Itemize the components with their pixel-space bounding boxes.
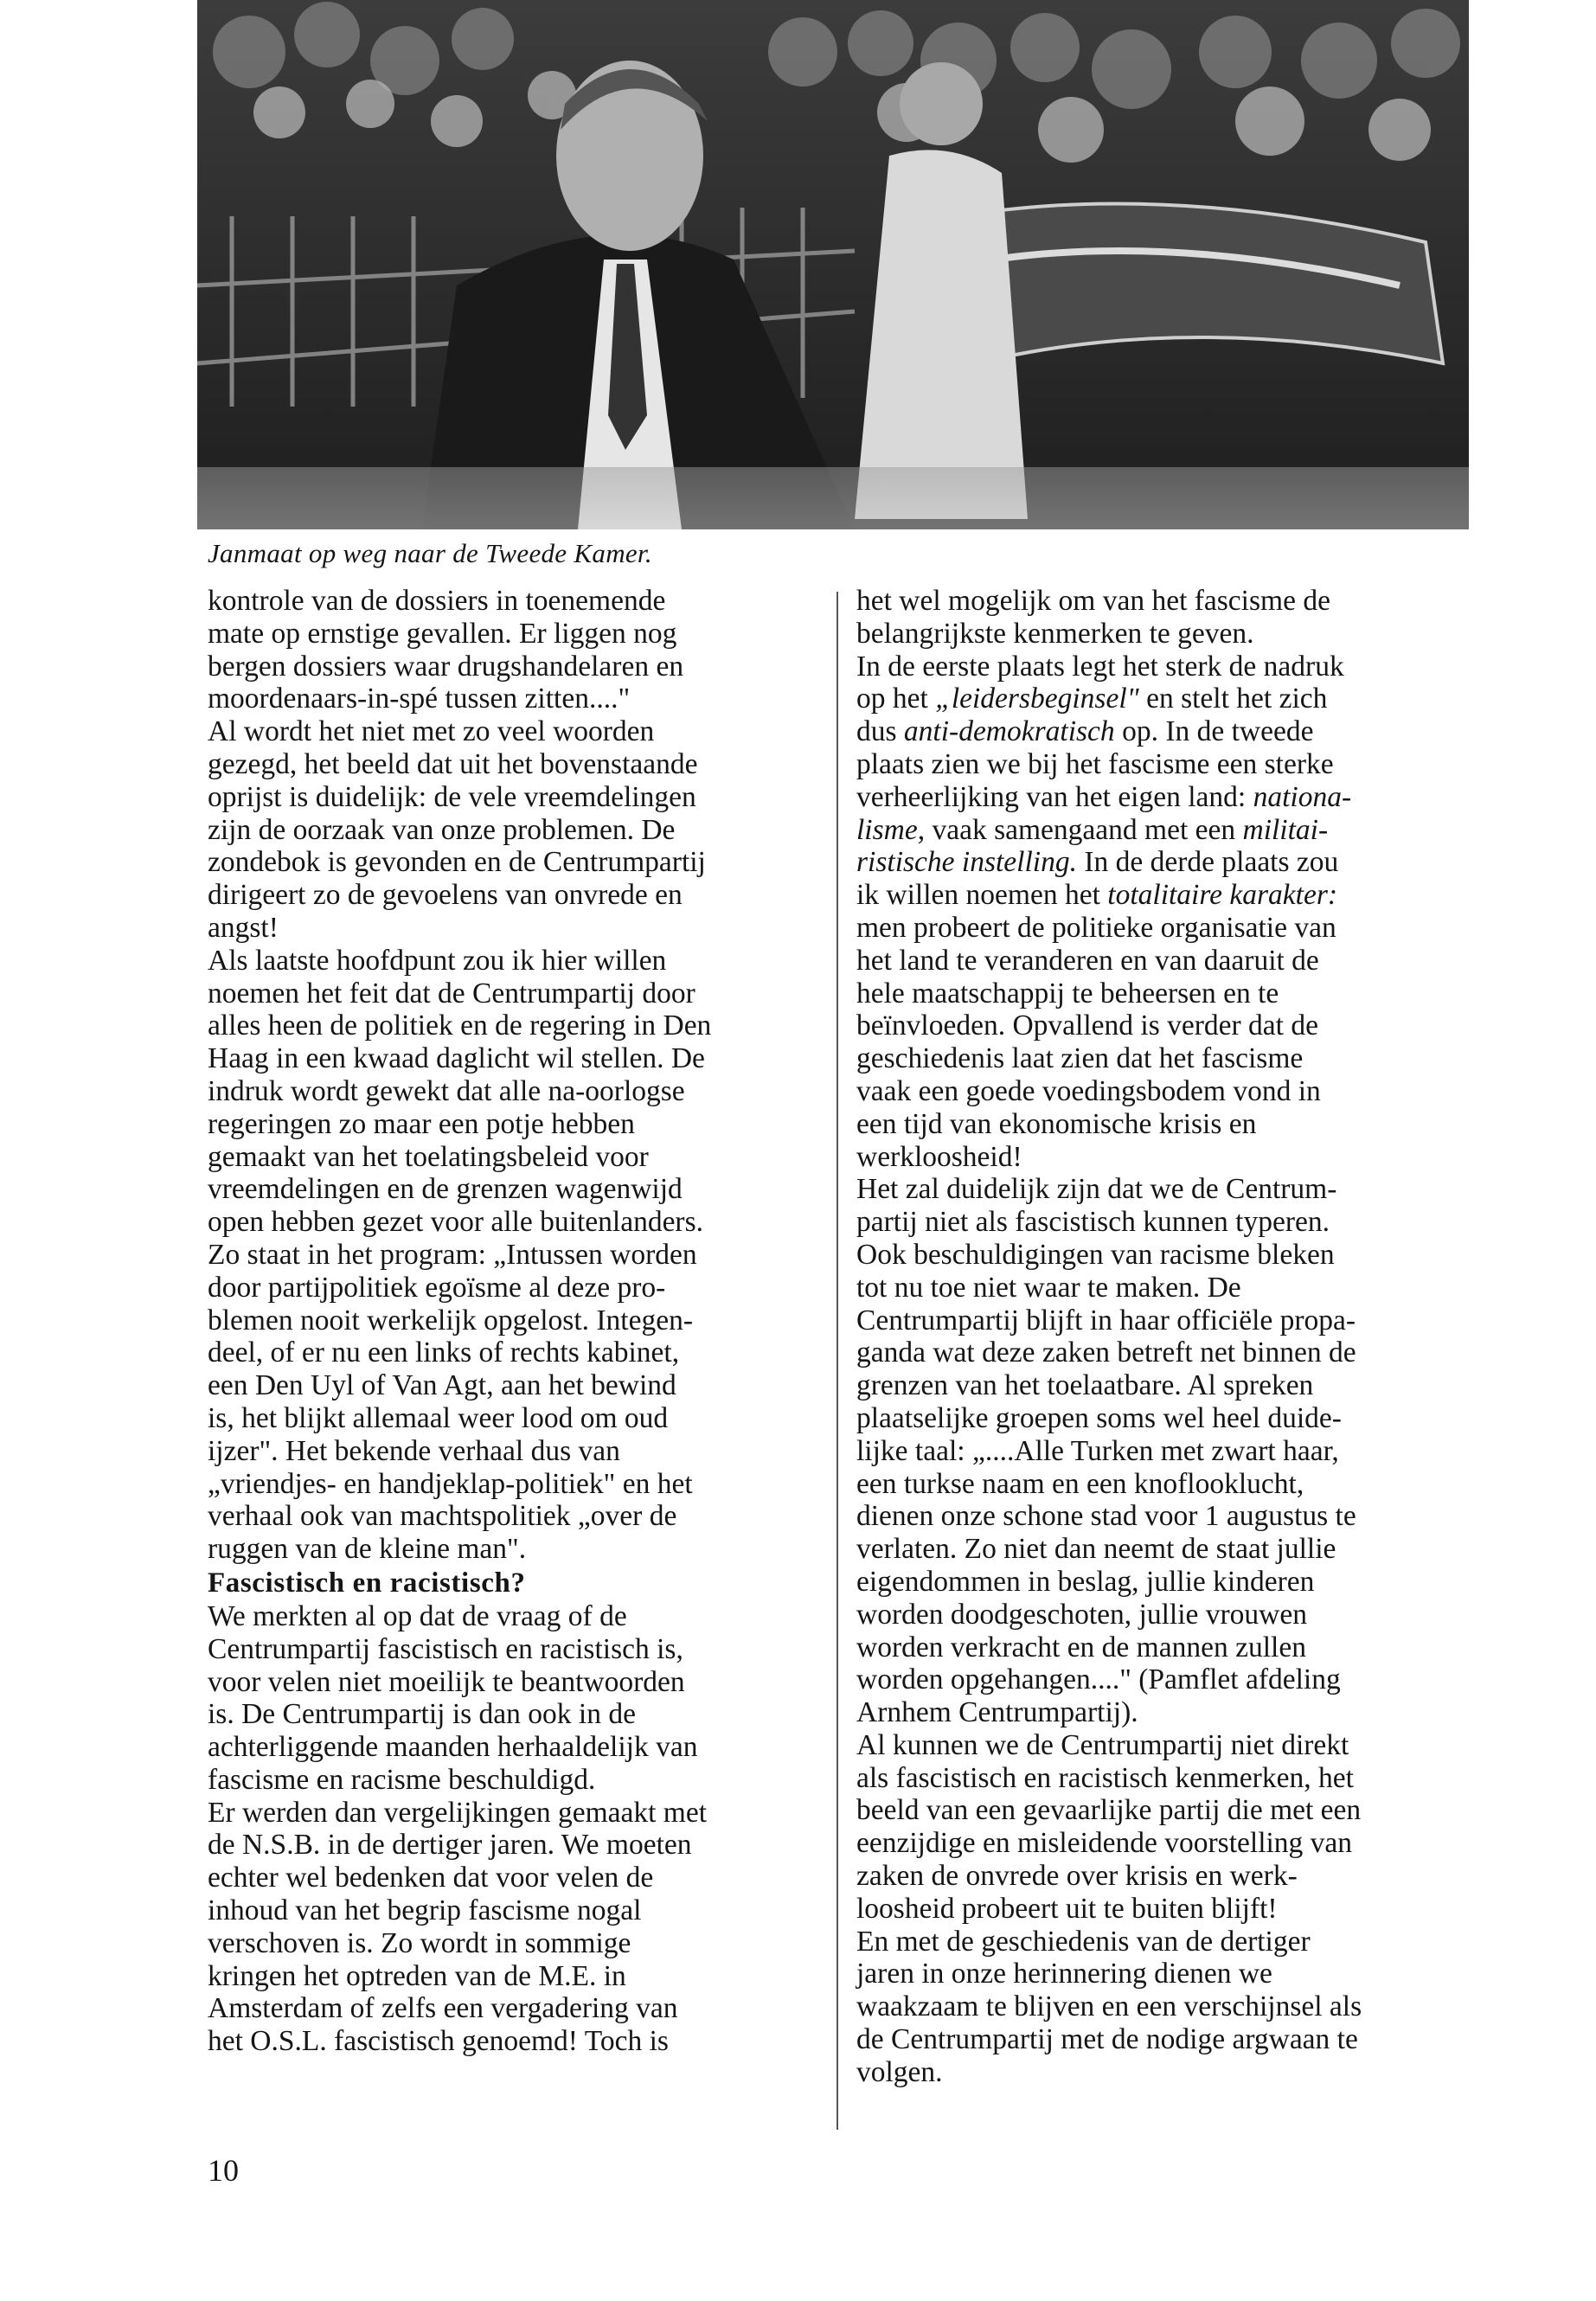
text-line: ganda wat deze zaken betreft net binnen de	[856, 1336, 1356, 1369]
text-line: zijn de oorzaak van onze problemen. De	[208, 813, 676, 846]
text-line: gezegd, het beeld dat uit het bovenstaande	[208, 747, 698, 780]
text-line: Arnhem Centrumpartij).	[856, 1696, 1138, 1729]
text-line: men probeert de politieke organisatie van	[856, 911, 1336, 944]
text-line: is, het blijkt allemaal weer lood om oud	[208, 1401, 669, 1434]
text-line: bergen dossiers waar drugshandelaren en	[208, 650, 684, 683]
text-line: fascisme en racisme beschuldigd.	[208, 1763, 596, 1796]
text-line: Centrumpartij fascistisch en racistisch is,	[208, 1632, 683, 1665]
text-line: ruggen van de kleine man".	[208, 1533, 527, 1566]
text-line: een turkse naam en een knoflooklucht,	[856, 1467, 1304, 1500]
page-number: 10	[208, 2153, 239, 2188]
text-line: grenzen van het toelaatbare. Al spreken	[856, 1369, 1314, 1402]
photo-illustration	[197, 0, 1469, 529]
text-line: het land te veranderen en van daaruit de	[856, 944, 1319, 977]
text-line: een tijd van ekonomische krisis en	[856, 1107, 1257, 1140]
text-line: werkloosheid!	[856, 1140, 1022, 1173]
text-line: het wel mogelijk om van het fascisme de	[856, 585, 1330, 617]
text-line	[856, 814, 1497, 847]
left-paragraph-block	[208, 585, 813, 1566]
text-line: kontrole van de dossiers in toenemende	[208, 585, 666, 617]
text-line: plaatselijke groepen soms wel heel duide-	[856, 1401, 1342, 1434]
text-line: geschiedenis laat zien dat het fascisme	[856, 1042, 1304, 1075]
text-line: Al kunnen we de Centrumpartij niet direkt	[856, 1728, 1349, 1761]
photo-janmaat-crowd	[197, 0, 1469, 529]
text-line: dirigeert zo de gevoelens van onvrede en	[208, 879, 683, 912]
text-line: de N.S.B. in de dertiger jaren. We moeten	[208, 1829, 692, 1862]
left-paragraph-block-2	[208, 1600, 813, 2058]
text-line: Er werden dan vergelijkingen gemaakt met	[208, 1796, 708, 1829]
text-line: eenzijdige en misleidende voorstelling van	[856, 1827, 1353, 1860]
text-line: worden doodgeschoten, jullie vrouwen	[856, 1598, 1307, 1631]
right-paragraph-block	[856, 585, 1497, 2089]
emphasis-term: totalitaire karakter:	[1107, 879, 1338, 912]
text-line: als fascistisch en racistisch kenmerken, het	[856, 1761, 1354, 1794]
text-line: Het zal duidelijk zijn dat we de Centrum-	[856, 1173, 1337, 1206]
text-line: Ook beschuldigingen van racisme bleken	[856, 1238, 1335, 1271]
text-line: loosheid probeert uit te buiten blijft!	[856, 1892, 1278, 1925]
text-line: inhoud van het begrip fascisme nogal	[208, 1894, 642, 1927]
text-line: ijzer". Het bekende verhaal dus van	[208, 1434, 620, 1467]
text-line: is. De Centrumpartij is dan ook in de	[208, 1698, 636, 1731]
text-line: gemaakt van het toelatingsbeleid voor	[208, 1140, 649, 1173]
text-line: hele maatschappij te beheersen en te	[856, 977, 1279, 1009]
emphasis-term: lisme,	[856, 813, 926, 846]
text-line: worden opgehangen...." (Pamflet afdeling	[856, 1663, 1341, 1696]
text-line: voor velen niet moeilijk te beantwoorden	[208, 1665, 685, 1698]
emphasis-term: ristische instelling.	[856, 846, 1077, 879]
text-line: het O.S.L. fascistisch genoemd! Toch is	[208, 2025, 669, 2058]
text-line: regeringen zo maar een potje hebben	[208, 1107, 635, 1140]
text-line: beeld van een gevaarlijke partij die met een	[856, 1794, 1362, 1827]
emphasis-term: „leidersbeginsel"	[935, 683, 1139, 715]
emphasis-term: nationa-	[1253, 780, 1352, 813]
text-line: Centrumpartij blijft in haar officiële propa-	[856, 1304, 1356, 1336]
text-line	[856, 781, 1497, 814]
emphasis-term: anti-demokratisch	[903, 715, 1115, 748]
text-run: en stelt het zich	[1138, 683, 1328, 715]
text-line: vaak een goede voedingsbodem vond in	[856, 1074, 1321, 1107]
text-line: open hebben gezet voor alle buitenlanders.	[208, 1206, 704, 1239]
text-line: alles heen de politiek en de regering in Den	[208, 1009, 712, 1042]
text-line: een Den Uyl of Van Agt, aan het bewind	[208, 1369, 676, 1402]
text-line: oprijst is duidelijk: de vele vreemdelingen	[208, 780, 696, 813]
text-line: Al wordt het niet met zo veel woorden	[208, 715, 655, 748]
text-line: We merkten al op dat de vraag of de	[208, 1599, 627, 1632]
left-column	[208, 585, 813, 2058]
text-line: beïnvloeden. Opvallend is verder dat de	[856, 1009, 1318, 1042]
text-line	[856, 846, 1497, 879]
text-line: de Centrumpartij met de nodige argwaan te	[856, 2023, 1358, 2056]
text-run: op. In de tweede	[1114, 715, 1314, 748]
text-line: indruk wordt gewekt dat alle na-oorlogse	[208, 1074, 685, 1107]
text-line: worden verkracht en de mannen zullen	[856, 1631, 1306, 1663]
text-line: deel, of er nu een links of rechts kabinet,	[208, 1336, 680, 1369]
text-line: verhaal ook van machtspolitiek „over de	[208, 1500, 677, 1533]
text-run: op het	[856, 683, 936, 715]
text-line: vreemdelingen en de grenzen wagenwijd	[208, 1173, 683, 1206]
text-line	[856, 715, 1497, 748]
text-run: dus	[856, 715, 904, 748]
text-line: noemen het feit dat de Centrumpartij door	[208, 977, 695, 1009]
text-line: angst!	[208, 911, 279, 944]
text-line: door partijpolitiek egoïsme al deze pro-	[208, 1271, 666, 1304]
text-line: eigendommen in beslag, jullie kinderen	[856, 1565, 1315, 1598]
text-line: partij niet als fascistisch kunnen typeren.	[856, 1206, 1330, 1239]
photo-caption: Janmaat op weg naar de Tweede Kamer.	[208, 538, 652, 568]
text-line: jaren in onze herinnering dienen we	[856, 1958, 1272, 1990]
text-line: moordenaars-in-spé tussen zitten...."	[208, 683, 631, 715]
text-run: ik willen noemen het	[856, 879, 1108, 912]
text-line: Amsterdam of zelfs een vergadering van	[208, 1992, 678, 2025]
text-line: lijke taal: „....Alle Turken met zwart haar,	[856, 1434, 1339, 1467]
text-line: Als laatste hoofdpunt zou ik hier willen	[208, 944, 667, 977]
text-line: En met de geschiedenis van de dertiger	[856, 1925, 1311, 1958]
text-line: blemen nooit werkelijk opgelost. Integen-	[208, 1304, 693, 1336]
section-heading: Fascistisch en racistisch?	[208, 1567, 526, 1599]
text-line	[856, 879, 1497, 912]
text-line: kringen het optreden van de M.E. in	[208, 1959, 626, 1992]
text-line: Haag in een kwaad daglicht wil stellen. De	[208, 1042, 705, 1075]
text-line	[856, 683, 1497, 715]
text-line: verschoven is. Zo wordt in sommige	[208, 1926, 631, 1959]
text-line: zaken de onvrede over krisis en werk-	[856, 1860, 1298, 1893]
text-line: mate op ernstige gevallen. Er liggen nog	[208, 617, 677, 650]
text-line: echter wel bedenken dat voor velen de	[208, 1862, 654, 1894]
right-column	[856, 585, 1497, 2089]
text-line: volgen.	[856, 2055, 943, 2088]
text-line: In de eerste plaats legt het sterk de nadruk	[856, 650, 1344, 683]
text-line: belangrijkste kenmerken te geven.	[856, 617, 1254, 650]
text-run: In de derde plaats zou	[1076, 846, 1339, 879]
text-run: verheerlijking van het eigen land:	[856, 780, 1253, 813]
text-line: tot nu toe niet waar te maken. De	[856, 1271, 1241, 1304]
text-run: vaak samengaand met een	[925, 813, 1243, 846]
column-divider	[836, 592, 838, 2130]
text-line: achterliggende maanden herhaaldelijk van	[208, 1731, 698, 1764]
text-line: dienen onze schone stad voor 1 augustus te	[856, 1500, 1356, 1533]
text-line: „vriendjes- en handjeklap-politiek" en het	[208, 1467, 693, 1500]
text-line: plaats zien we bij het fascisme een sterke	[856, 747, 1334, 780]
emphasis-term: militai-	[1242, 813, 1329, 846]
text-line: verlaten. Zo niet dan neemt de staat jullie	[856, 1533, 1336, 1566]
text-line: waakzaam te blijven en een verschijnsel als	[856, 1990, 1362, 2023]
text-line: Zo staat in het program: „Intussen worden	[208, 1238, 697, 1271]
text-line: zondebok is gevonden en de Centrumpartij	[208, 846, 706, 879]
